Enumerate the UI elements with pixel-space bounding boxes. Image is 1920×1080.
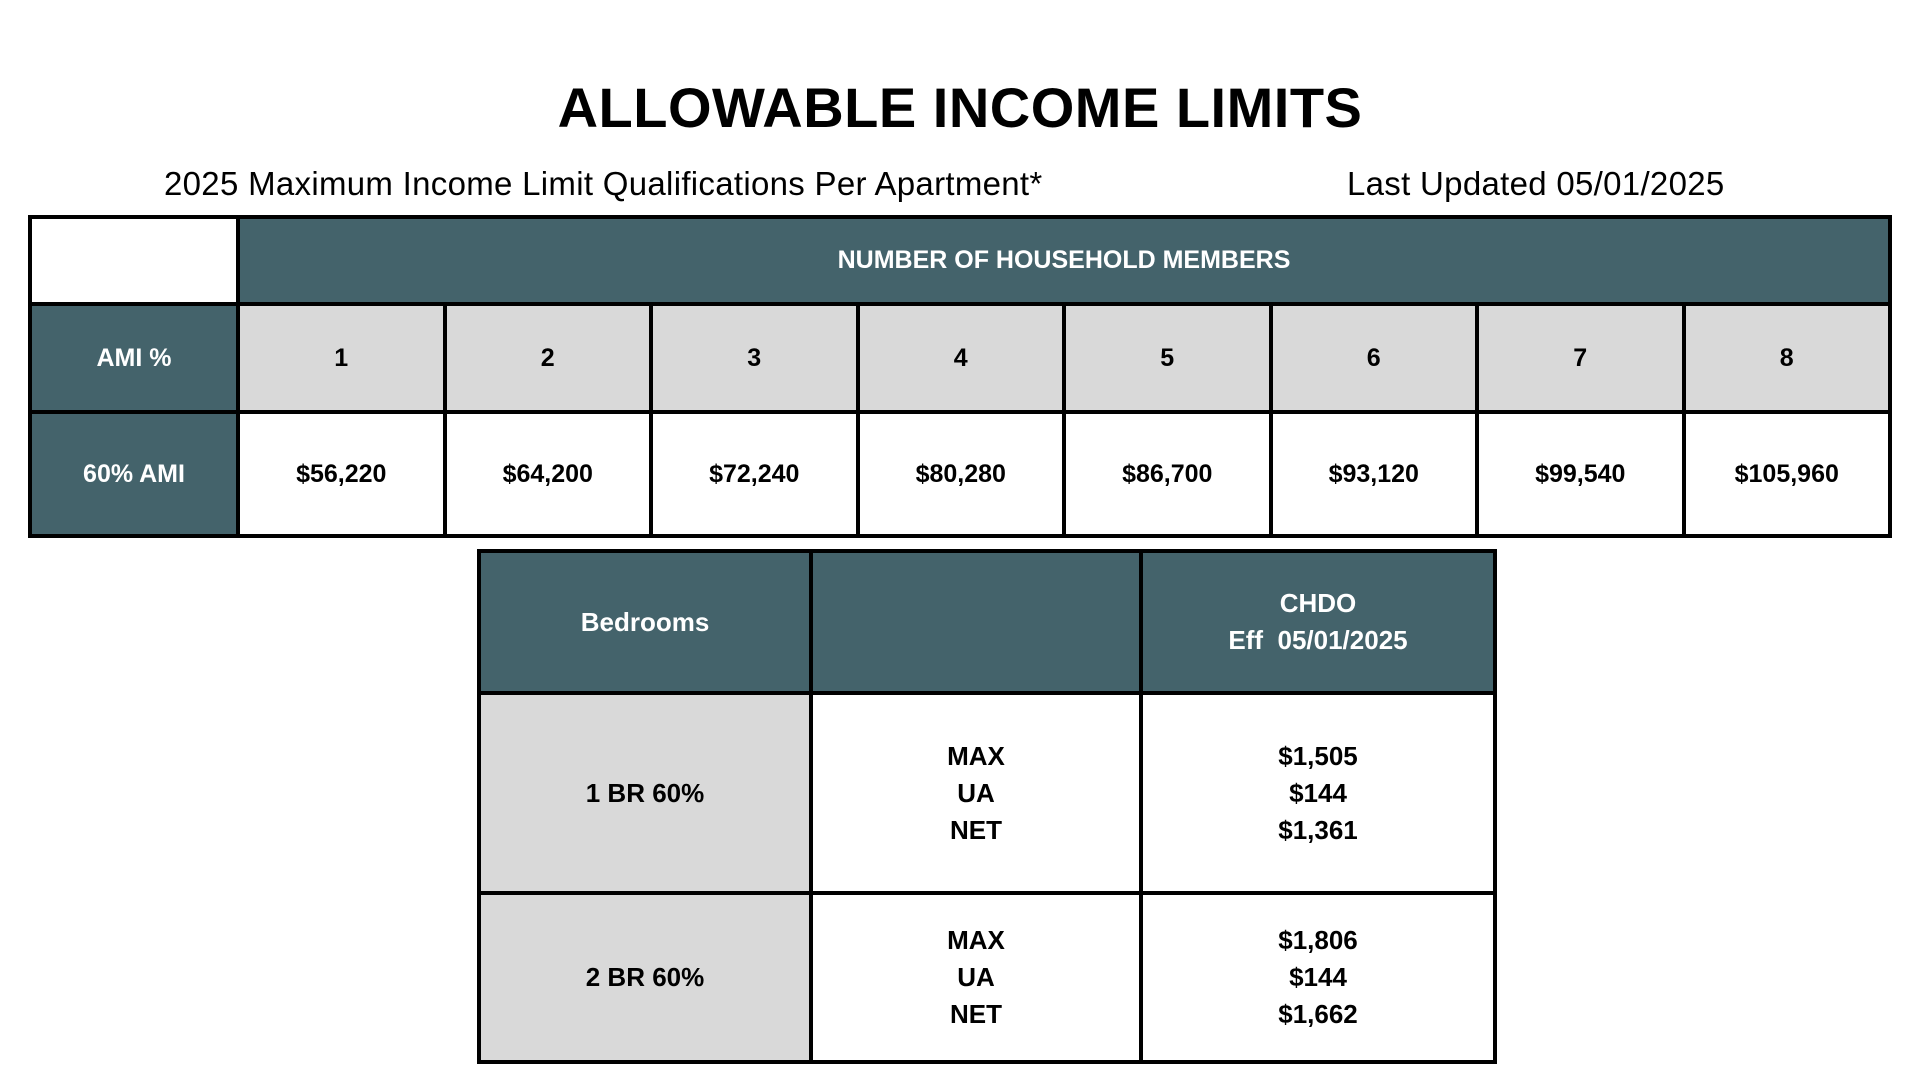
ami-percent-header: AMI % [30, 304, 238, 412]
net-label: NET [950, 814, 1002, 845]
household-size-cell: 2 [445, 304, 652, 412]
rent-values [1141, 893, 1495, 1062]
household-size-cell: 5 [1064, 304, 1271, 412]
household-members-header: NUMBER OF HOUSEHOLD MEMBERS [238, 217, 1890, 304]
max-label: MAX [947, 740, 1005, 771]
household-size-cell: 8 [1684, 304, 1891, 412]
net-value: $1,662 [1278, 999, 1358, 1029]
max-value: $1,806 [1278, 925, 1358, 955]
income-limit-cell: $105,960 [1684, 412, 1891, 536]
bedroom-label: 2 BR 60% [479, 893, 811, 1062]
bedrooms-header: Bedrooms [479, 551, 811, 693]
household-size-cell: 3 [651, 304, 858, 412]
max-label: MAX [947, 925, 1005, 955]
table-header-row [30, 217, 1890, 304]
income-limit-cell: $56,220 [238, 412, 445, 536]
household-size-row [30, 304, 1890, 412]
bedroom-label: 1 BR 60% [479, 693, 811, 893]
net-label: NET [950, 999, 1002, 1029]
net-value: $1,361 [1278, 814, 1358, 845]
chdo-effective-date: Eff 05/01/2025 [1228, 625, 1408, 655]
ua-label: UA [957, 962, 995, 992]
income-limits-table [28, 215, 1892, 538]
income-limit-cell: $86,700 [1064, 412, 1271, 536]
table-row [30, 412, 1890, 536]
rent-values [1141, 693, 1495, 893]
rent-limits-table [477, 549, 1497, 1064]
max-value: $1,505 [1278, 740, 1358, 771]
last-updated-date: Last Updated 05/01/2025 [1347, 165, 1725, 202]
household-size-cell: 7 [1477, 304, 1684, 412]
ami-row-label: 60% AMI [30, 412, 238, 536]
household-size-cell: 4 [858, 304, 1065, 412]
corner-cell [30, 217, 238, 304]
table-row [479, 893, 1495, 1062]
table-row [479, 693, 1495, 893]
ua-value: $144 [1289, 777, 1347, 808]
chdo-header-title: CHDO [1279, 588, 1357, 618]
ua-value: $144 [1289, 962, 1347, 992]
chdo-header [1141, 551, 1495, 693]
page-title: ALLOWABLE INCOME LIMITS [557, 76, 1363, 139]
rent-item-labels [811, 893, 1141, 1062]
income-limit-cell: $93,120 [1271, 412, 1478, 536]
household-size-cell: 1 [238, 304, 445, 412]
income-limit-cell: $72,240 [651, 412, 858, 536]
income-limit-cell: $99,540 [1477, 412, 1684, 536]
page-subtitle: 2025 Maximum Income Limit Qualifications Per Apartment* [164, 165, 1043, 202]
household-size-cell: 6 [1271, 304, 1478, 412]
ua-label: UA [957, 777, 995, 808]
rent-item-labels [811, 693, 1141, 893]
income-limit-cell: $64,200 [445, 412, 652, 536]
blank-header [811, 551, 1141, 693]
table-header-row [479, 551, 1495, 693]
income-limit-cell: $80,280 [858, 412, 1065, 536]
